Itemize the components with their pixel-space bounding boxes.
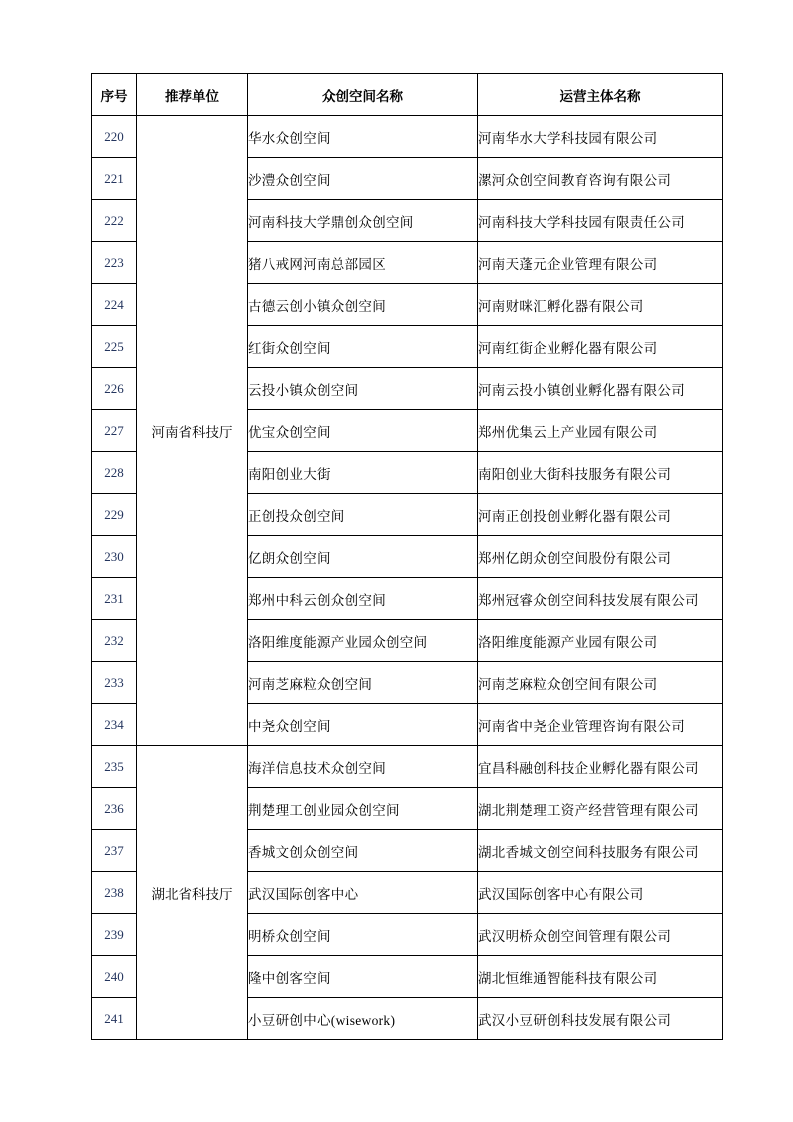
space-name-cell: 正创投众创空间 — [248, 494, 478, 536]
serial-number-cell: 238 — [92, 872, 137, 914]
space-name-cell: 荆楚理工创业园众创空间 — [248, 788, 478, 830]
operator-name-cell: 郑州冠睿众创空间科技发展有限公司 — [478, 578, 723, 620]
column-header-recommending-unit: 推荐单位 — [137, 74, 248, 116]
serial-number-cell: 220 — [92, 116, 137, 158]
space-name-cell: 河南芝麻粒众创空间 — [248, 662, 478, 704]
operator-name-cell: 河南云投小镇创业孵化器有限公司 — [478, 368, 723, 410]
operator-name-cell: 郑州优集云上产业园有限公司 — [478, 410, 723, 452]
operator-name-cell: 河南省中尧企业管理咨询有限公司 — [478, 704, 723, 746]
operator-name-cell: 河南红街企业孵化器有限公司 — [478, 326, 723, 368]
space-name-cell: 郑州中科云创众创空间 — [248, 578, 478, 620]
operator-name-cell: 河南科技大学科技园有限责任公司 — [478, 200, 723, 242]
serial-number-cell: 241 — [92, 998, 137, 1040]
table-row — [92, 746, 723, 788]
serial-number-cell: 229 — [92, 494, 137, 536]
operator-name-cell: 洛阳维度能源产业园有限公司 — [478, 620, 723, 662]
operator-name-cell: 武汉小豆研创科技发展有限公司 — [478, 998, 723, 1040]
serial-number-cell: 224 — [92, 284, 137, 326]
space-name-cell: 河南科技大学鼎创众创空间 — [248, 200, 478, 242]
space-name-cell: 沙澧众创空间 — [248, 158, 478, 200]
space-name-cell: 华水众创空间 — [248, 116, 478, 158]
column-header-space-name: 众创空间名称 — [248, 74, 478, 116]
space-name-cell: 优宝众创空间 — [248, 410, 478, 452]
column-header-operator-name: 运营主体名称 — [478, 74, 723, 116]
space-name-cell: 古德云创小镇众创空间 — [248, 284, 478, 326]
column-header-serial: 序号 — [92, 74, 137, 116]
space-name-cell: 隆中创客空间 — [248, 956, 478, 998]
space-name-cell: 海洋信息技术众创空间 — [248, 746, 478, 788]
space-name-cell: 红街众创空间 — [248, 326, 478, 368]
operator-name-cell: 河南芝麻粒众创空间有限公司 — [478, 662, 723, 704]
space-name-cell: 明桥众创空间 — [248, 914, 478, 956]
operator-name-cell: 河南天蓬元企业管理有限公司 — [478, 242, 723, 284]
space-name-cell: 香城文创众创空间 — [248, 830, 478, 872]
recommending-unit-cell: 河南省科技厅 — [137, 116, 248, 746]
operator-name-cell: 宜昌科融创科技企业孵化器有限公司 — [478, 746, 723, 788]
operator-name-cell: 郑州亿朗众创空间股份有限公司 — [478, 536, 723, 578]
operator-name-cell: 南阳创业大街科技服务有限公司 — [478, 452, 723, 494]
table-body — [92, 116, 723, 1040]
makerspace-table — [91, 73, 723, 1040]
operator-name-cell: 武汉明桥众创空间管理有限公司 — [478, 914, 723, 956]
space-name-cell: 南阳创业大街 — [248, 452, 478, 494]
operator-name-cell: 漯河众创空间教育咨询有限公司 — [478, 158, 723, 200]
space-name-cell: 小豆研创中心(wisework) — [248, 998, 478, 1040]
operator-name-cell: 湖北香城文创空间科技服务有限公司 — [478, 830, 723, 872]
serial-number-cell: 236 — [92, 788, 137, 830]
serial-number-cell: 226 — [92, 368, 137, 410]
serial-number-cell: 223 — [92, 242, 137, 284]
serial-number-cell: 222 — [92, 200, 137, 242]
serial-number-cell: 227 — [92, 410, 137, 452]
table-header-row — [92, 74, 723, 116]
serial-number-cell: 230 — [92, 536, 137, 578]
space-name-cell: 洛阳维度能源产业园众创空间 — [248, 620, 478, 662]
operator-name-cell: 武汉国际创客中心有限公司 — [478, 872, 723, 914]
serial-number-cell: 239 — [92, 914, 137, 956]
operator-name-cell: 河南财咪汇孵化器有限公司 — [478, 284, 723, 326]
serial-number-cell: 237 — [92, 830, 137, 872]
serial-number-cell: 240 — [92, 956, 137, 998]
operator-name-cell: 河南华水大学科技园有限公司 — [478, 116, 723, 158]
serial-number-cell: 228 — [92, 452, 137, 494]
serial-number-cell: 221 — [92, 158, 137, 200]
serial-number-cell: 234 — [92, 704, 137, 746]
serial-number-cell: 232 — [92, 620, 137, 662]
space-name-cell: 猪八戒网河南总部园区 — [248, 242, 478, 284]
space-name-cell: 云投小镇众创空间 — [248, 368, 478, 410]
serial-number-cell: 233 — [92, 662, 137, 704]
operator-name-cell: 湖北恒维通智能科技有限公司 — [478, 956, 723, 998]
operator-name-cell: 湖北荆楚理工资产经营管理有限公司 — [478, 788, 723, 830]
space-name-cell: 武汉国际创客中心 — [248, 872, 478, 914]
recommending-unit-cell: 湖北省科技厅 — [137, 746, 248, 1040]
serial-number-cell: 235 — [92, 746, 137, 788]
operator-name-cell: 河南正创投创业孵化器有限公司 — [478, 494, 723, 536]
serial-number-cell: 231 — [92, 578, 137, 620]
space-name-cell: 亿朗众创空间 — [248, 536, 478, 578]
table-row — [92, 116, 723, 158]
space-name-cell: 中尧众创空间 — [248, 704, 478, 746]
serial-number-cell: 225 — [92, 326, 137, 368]
